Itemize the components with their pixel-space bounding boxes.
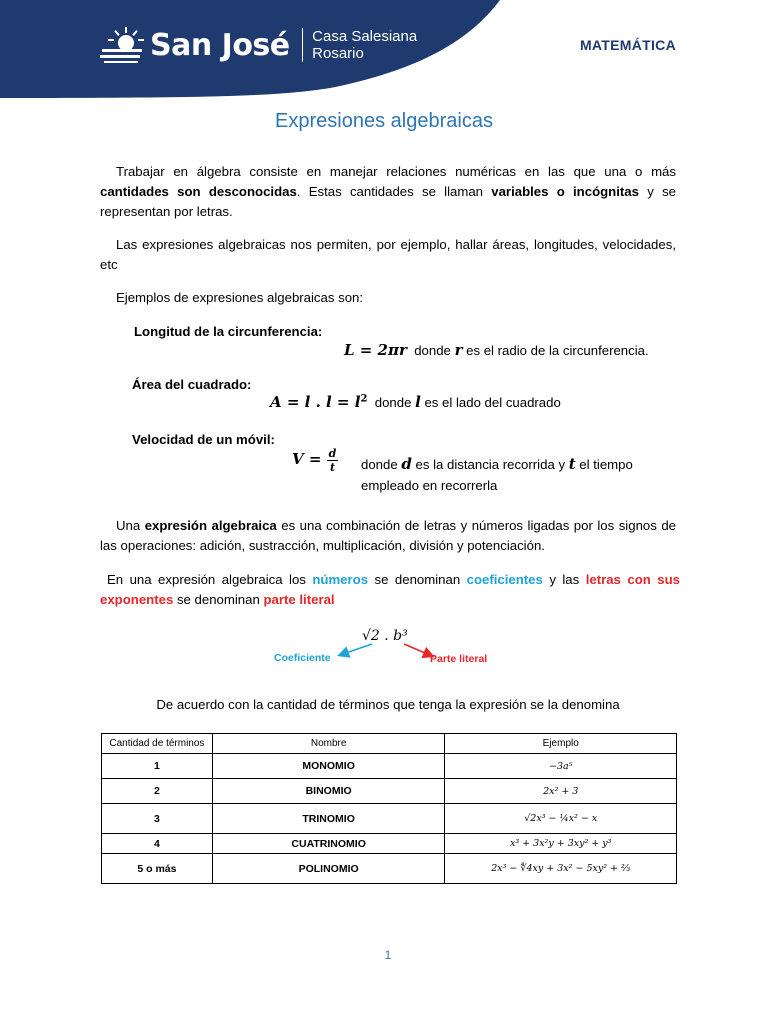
cell-example: √2x³ − ¼x² − x [445, 804, 677, 834]
cell-count: 3 [102, 804, 213, 834]
intro-paragraph: Trabajar en álgebra consiste en manejar relaciones numéricas en las que una o más cantidades son desconocidas. Estas cantidades se llaman variables o incógnitas y se representan por letras. [100, 164, 676, 219]
literal-part-term: parte literal [263, 592, 335, 607]
coefficient-paragraph: En una expresión algebraica los números se denominan coeficientes y las letras con sus exponentes se denominan parte literal [100, 572, 680, 607]
diagram-expression: √2 . b³ [362, 628, 408, 644]
square-area-label: Área del cuadrado: [132, 377, 252, 392]
cell-example: 2x² + 3 [445, 779, 677, 804]
velocity-formula: V = $\frac{d}{t}$ [292, 447, 337, 474]
cell-count: 1 [102, 754, 213, 779]
header-count: Cantidad de términos [102, 734, 213, 754]
coefficient-arrow [340, 644, 372, 655]
cell-name: CUATRINOMIO [212, 834, 445, 854]
header-name: Nombre [212, 734, 445, 754]
cell-name: BINOMIO [212, 779, 445, 804]
sun-emblem-icon [100, 25, 146, 65]
bold-term: cantidades son desconocidas [100, 184, 297, 199]
school-logo [100, 20, 417, 70]
cell-count: 4 [102, 834, 213, 854]
numbers-term: números [312, 572, 369, 587]
cell-count: 5 o más [102, 854, 213, 884]
literal-part-label: Parte literal [430, 653, 488, 665]
table-row [102, 754, 677, 779]
city-name: Rosario [312, 45, 364, 62]
brand-name: San José [150, 27, 290, 63]
cell-name: TRINOMIO [212, 804, 445, 834]
terms-table [101, 733, 677, 884]
table-row [102, 854, 677, 884]
examples-intro: Ejemplos de expresiones algebraicas son: [116, 290, 364, 305]
coefficient-diagram [260, 620, 520, 670]
table-row [102, 779, 677, 804]
cell-count: 2 [102, 779, 213, 804]
velocity-description: donde d es la distancia recorrida y t el tiempo [361, 455, 633, 473]
coefficients-term: coeficientes [466, 572, 543, 587]
header-example: Ejemplo [445, 734, 677, 754]
square-area-formula: A = l . $l = l^2$ donde l es el lado del cuadrado [270, 393, 561, 411]
circumference-label: Longitud de la circunferencia: [134, 324, 323, 339]
cell-example: x³ + 3x²y + 3xy² + y³ [445, 834, 677, 854]
page-number: 1 [384, 948, 392, 962]
velocity-label: Velocidad de un móvil: [132, 432, 275, 447]
page-title: Expresiones algebraicas [275, 110, 493, 132]
uses-paragraph: Las expresiones algebraicas nos permiten, por ejemplo, hallar áreas, longitudes, velocidades, etc [100, 237, 676, 272]
cell-example: −3a⁵ [445, 754, 677, 779]
table-row [102, 804, 677, 834]
subject-label: MATEMÁTICA [579, 37, 676, 53]
literal-arrow [404, 644, 432, 656]
logo-text [312, 28, 417, 63]
school-name: Casa Salesiana [312, 27, 418, 45]
table-row [102, 834, 677, 854]
letters-term: letras con sus exponentes [100, 572, 680, 607]
cell-example: 2x³ − ∜4xy + 3x² − 5xy² + ⅔ [445, 854, 677, 884]
cell-name: MONOMIO [212, 754, 445, 779]
bold-term: variables o incógnitas [491, 184, 639, 199]
velocity-fraction: $\frac{d}{t}$ [328, 447, 337, 474]
velocity-description-2: empleado en recorrerla [361, 478, 498, 493]
cell-name: POLINOMIO [212, 854, 445, 884]
table-header-row [102, 734, 677, 754]
definition-paragraph: Una expresión algebraica es una combinación de letras y números ligadas por los signos de las operaciones: adición, sustracción, multiplicación, división y potenciación. [100, 518, 676, 553]
circumference-formula: L = 2πr donde r es el radio de la circunferencia. [344, 341, 649, 359]
coefficient-label: Coeficiente [274, 652, 331, 664]
table-intro: De acuerdo con la cantidad de términos que tenga la expresión se la denomina [156, 697, 620, 712]
logo-divider [302, 28, 304, 62]
